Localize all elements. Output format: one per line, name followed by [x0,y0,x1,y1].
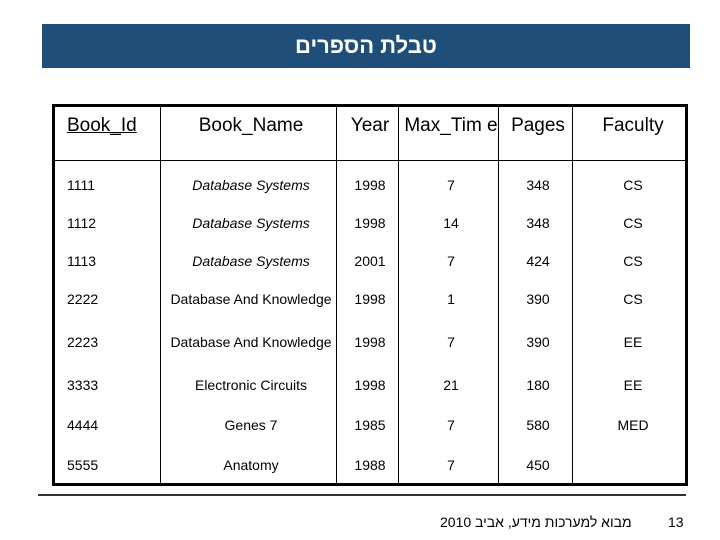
cell-faculty: CS [623,253,643,269]
table-row [55,282,691,325]
cell-faculty: CS [623,291,643,307]
books-table-frame [52,104,688,486]
cell-year: 1998 [354,377,386,393]
cell-pages: 390 [526,291,550,307]
cell-book-name: Electronic Circuits [194,377,308,393]
cell-faculty: CS [623,215,643,231]
table-header-row [55,107,691,168]
cell-pages: 450 [526,457,550,473]
cell-book-name: Database Systems [192,177,310,193]
cell-year: 1998 [354,334,386,350]
column-divider [160,104,161,486]
cell-year: 1998 [354,177,386,193]
table-row [55,168,691,206]
cell-book-name: Anatomy [223,457,279,473]
slide-title-bar [42,24,690,68]
column-divider [498,104,499,486]
cell-pages: 348 [526,215,550,231]
cell-year: 1985 [354,417,386,433]
cell-max-time: 21 [443,377,459,393]
header-faculty: Faculty [602,115,664,136]
cell-faculty [575,448,691,486]
cell-book-name: Genes 7 [224,417,278,433]
column-divider [572,104,573,486]
cell-book-name: Database Systems [192,215,310,231]
cell-year: 1988 [354,457,386,473]
cell-max-time: 7 [447,457,455,473]
cell-max-time: 1 [447,291,455,307]
slide-title: טבלת הספרים [295,33,437,58]
cell-book-id: 4444 [67,417,99,433]
header-max-time: Max_Tim e [404,115,498,136]
page-number: 13 [668,514,684,530]
table-row [55,206,691,244]
header-year: Year [350,115,390,136]
books-table [55,107,691,486]
cell-book-id: 1111 [67,177,96,193]
cell-book-id: 2223 [67,334,99,350]
header-pages: Pages [511,115,565,136]
cell-book-id: 3333 [67,377,99,393]
cell-year: 1998 [354,291,386,307]
cell-pages: 180 [526,377,550,393]
header-rule [52,160,688,161]
footer-rule [38,494,686,496]
column-divider [336,104,337,486]
cell-max-time: 7 [447,334,455,350]
cell-pages: 580 [526,417,550,433]
cell-faculty: CS [623,177,643,193]
cell-book-name: Database And Knowledge [170,291,332,307]
cell-book-name: Database And Knowledge [170,334,332,350]
column-divider [398,104,399,486]
cell-pages: 424 [526,253,550,269]
cell-book-id: 1113 [67,253,97,269]
cell-max-time: 7 [447,253,455,269]
table-row [55,368,691,408]
cell-year: 1998 [354,215,386,231]
table-row [55,408,691,448]
cell-book-name: Database Systems [192,253,310,269]
cell-max-time: 7 [447,177,455,193]
footer-course-text: מבוא למערכות מידע, אביב 2010 [440,514,632,530]
header-book-name: Book_Name [198,115,304,136]
cell-faculty: MED [617,417,649,433]
cell-max-time: 7 [447,417,455,433]
cell-book-id: 5555 [67,457,99,473]
cell-faculty: EE [623,334,643,350]
cell-faculty: EE [623,377,643,393]
cell-pages: 348 [526,177,550,193]
table-row [55,448,691,486]
cell-pages: 390 [526,334,550,350]
cell-book-id: 1112 [67,215,97,231]
cell-book-id: 2222 [67,291,99,307]
header-book-id: Book_Id [67,115,137,136]
cell-year: 2001 [354,253,386,269]
table-row [55,325,691,368]
cell-max-time: 14 [443,215,459,231]
table-row [55,244,691,282]
